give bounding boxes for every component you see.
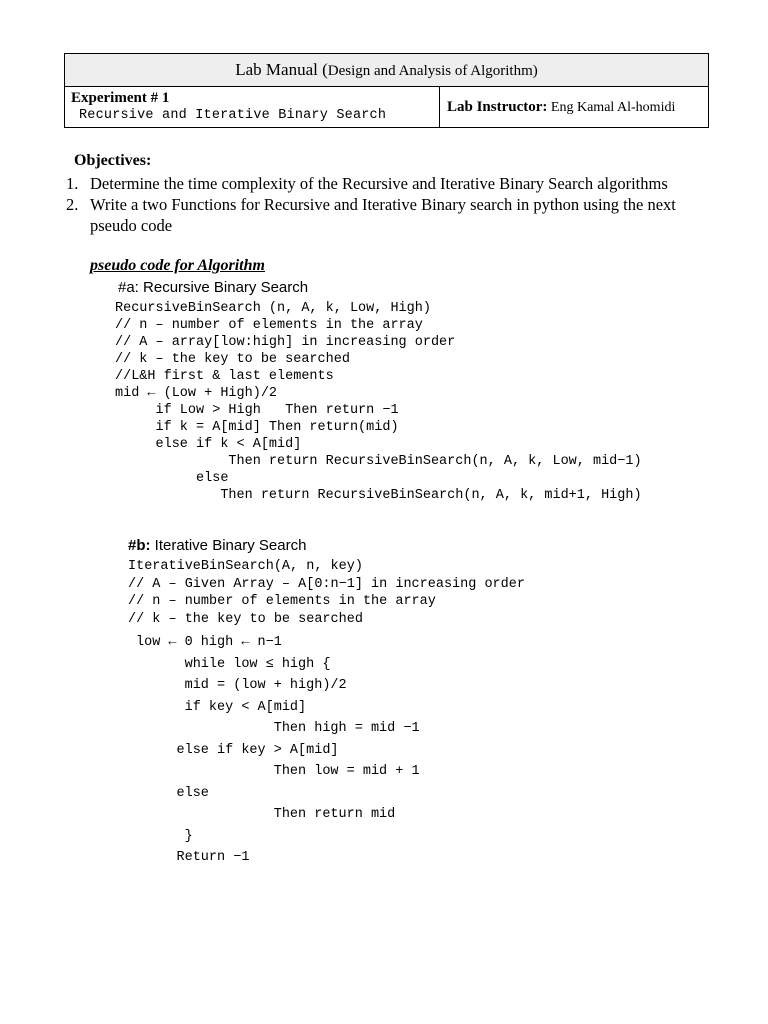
code-line: // n – number of elements in the array <box>115 318 423 333</box>
objective-text: Determine the time complexity of the Recursive and Iterative Binary Search algorithms <box>90 174 668 193</box>
code-line: // k – the key to be searched <box>115 352 350 367</box>
code-line: if key < A[mid] <box>136 699 307 715</box>
objective-text: Write a two Functions for Recursive and Iterative Binary search in python using the next pseudo code <box>90 195 676 235</box>
code-line: Then return RecursiveBinSearch(n, A, k, mid+1, High) <box>115 488 642 503</box>
code-line: Then low = mid + 1 <box>136 764 420 779</box>
code-line: //L&H first & last elements <box>115 369 334 384</box>
lab-header-table <box>64 53 709 128</box>
code-line: // k – the key to be searched <box>128 611 363 627</box>
code-line: mid = (low + high)/2 <box>136 678 347 693</box>
objective-number: 1. <box>66 174 79 193</box>
code-line: // n – number of elements in the array <box>128 594 436 609</box>
objective-item <box>66 194 726 236</box>
code-line: else if key > A[mid] <box>136 742 339 758</box>
objectives-title: Objectives: <box>74 152 152 169</box>
instructor-cell <box>440 87 708 127</box>
manual-prefix: Lab Manual ( <box>235 60 328 79</box>
code-line: IterativeBinSearch(A, n, key) <box>128 559 363 574</box>
manual-subject: Design and Analysis of Algorithm) <box>327 63 538 79</box>
iterative-pseudocode-body <box>136 632 420 869</box>
iterative-pseudocode-header <box>128 558 525 628</box>
objective-number: 2. <box>66 195 79 214</box>
section-b-tag: #b: <box>128 537 151 554</box>
pseudo-code-title: pseudo code for Algorithm <box>90 257 265 274</box>
code-line: RecursiveBinSearch (n, A, k, Low, High) <box>115 301 431 316</box>
experiment-title: Recursive and Iterative Binary Search <box>79 108 387 123</box>
code-line: else if k < A[mid] <box>115 437 302 452</box>
section-b-name: Iterative Binary Search <box>154 537 307 554</box>
code-line: Return −1 <box>136 850 250 865</box>
experiment-label: Experiment # 1 <box>71 90 170 106</box>
code-line: // A – array[low:high] in increasing order <box>115 335 456 350</box>
lab-manual-title <box>65 54 708 87</box>
code-line: } <box>136 828 193 844</box>
experiment-cell <box>65 87 440 127</box>
code-line: if k = A[mid] Then return(mid) <box>115 420 399 435</box>
code-line: else <box>136 785 209 801</box>
code-line: Then return mid <box>136 807 396 822</box>
section-b-title <box>128 537 306 554</box>
section-a-title <box>118 279 308 296</box>
code-line: else <box>115 471 229 486</box>
code-line: Then return RecursiveBinSearch(n, A, k, Low, mid−1) <box>115 454 642 469</box>
code-line: Then high = mid −1 <box>136 721 420 736</box>
code-line: // A – Given Array – A[0:n−1] in increasing order <box>128 576 525 592</box>
code-line: low ← 0 high ← n−1 <box>136 635 282 650</box>
code-line: mid ← (Low + High)/2 <box>115 386 278 401</box>
code-line: if Low > High Then return −1 <box>115 403 399 418</box>
objectives-list <box>66 173 726 236</box>
section-a-name: Recursive Binary Search <box>143 279 309 296</box>
recursive-pseudocode <box>115 300 642 504</box>
code-line: while low ≤ high { <box>136 656 331 672</box>
objective-item <box>66 173 726 194</box>
instructor-name: Eng Kamal Al-homidi <box>550 100 676 115</box>
instructor-label: Lab Instructor: <box>447 99 548 115</box>
section-a-tag: #a: <box>118 279 139 296</box>
